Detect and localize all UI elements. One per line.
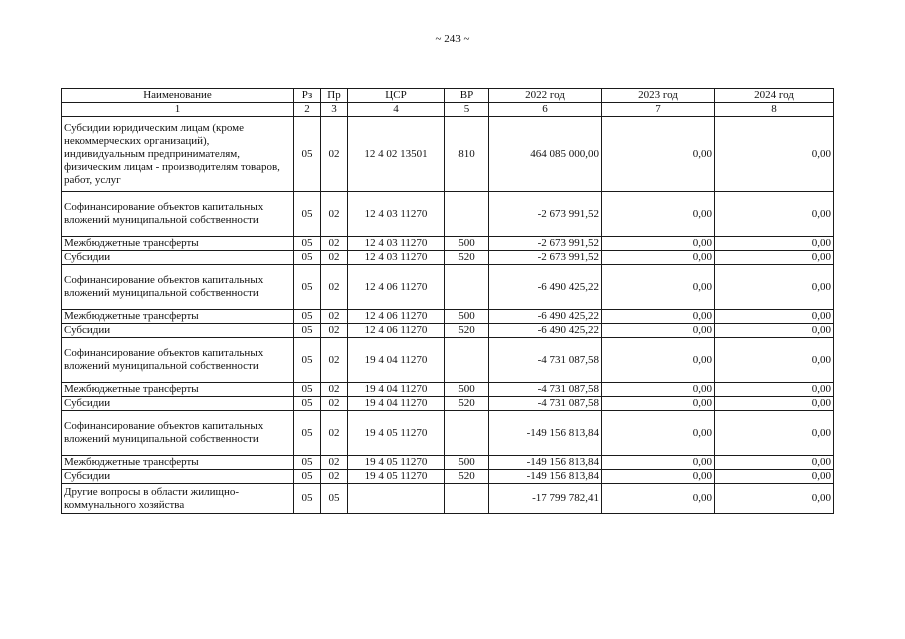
column-number-row (62, 103, 834, 117)
row-csr: 19 4 04 11270 (348, 338, 445, 383)
row-2023: 0,00 (602, 192, 715, 237)
row-2023: 0,00 (602, 265, 715, 310)
row-rz: 05 (294, 251, 321, 265)
row-pr: 02 (321, 411, 348, 456)
table-row (62, 265, 834, 310)
row-pr: 02 (321, 338, 348, 383)
table-row (62, 383, 834, 397)
page-number: ~ 243 ~ (435, 33, 470, 45)
col-header-csr: ЦСР (348, 89, 445, 103)
row-vr: 500 (445, 310, 489, 324)
table-row (62, 411, 834, 456)
row-csr: 12 4 02 13501 (348, 117, 445, 192)
row-pr: 02 (321, 117, 348, 192)
table-row (62, 251, 834, 265)
row-rz: 05 (294, 117, 321, 192)
row-2024: 0,00 (715, 265, 834, 310)
row-name: Другие вопросы в области жилищно-коммунального хозяйства (62, 484, 294, 514)
row-2022: -6 490 425,22 (489, 324, 602, 338)
header-row (62, 89, 834, 103)
row-2022: -2 673 991,52 (489, 251, 602, 265)
row-vr: 500 (445, 383, 489, 397)
row-rz: 05 (294, 192, 321, 237)
col-number: 1 (62, 103, 294, 117)
row-2022: -149 156 813,84 (489, 411, 602, 456)
row-csr: 12 4 03 11270 (348, 192, 445, 237)
row-rz: 05 (294, 383, 321, 397)
row-pr: 02 (321, 397, 348, 411)
row-csr: 12 4 06 11270 (348, 310, 445, 324)
row-2024: 0,00 (715, 338, 834, 383)
row-2024: 0,00 (715, 411, 834, 456)
col-header-name: Наименование (62, 89, 294, 103)
row-pr: 02 (321, 383, 348, 397)
row-pr: 02 (321, 324, 348, 338)
col-number: 6 (489, 103, 602, 117)
row-vr (445, 265, 489, 310)
row-csr: 19 4 05 11270 (348, 470, 445, 484)
row-2022: -4 731 087,58 (489, 338, 602, 383)
budget-table (61, 88, 834, 514)
row-rz: 05 (294, 470, 321, 484)
row-pr: 02 (321, 456, 348, 470)
row-csr: 12 4 03 11270 (348, 251, 445, 265)
row-pr: 02 (321, 251, 348, 265)
row-name: Субсидии (62, 470, 294, 484)
row-2024: 0,00 (715, 383, 834, 397)
col-header-2022: 2022 год (489, 89, 602, 103)
row-pr: 02 (321, 310, 348, 324)
row-2023: 0,00 (602, 470, 715, 484)
row-2024: 0,00 (715, 310, 834, 324)
row-2023: 0,00 (602, 397, 715, 411)
table-row (62, 338, 834, 383)
row-vr: 520 (445, 470, 489, 484)
row-rz: 05 (294, 265, 321, 310)
row-vr: 520 (445, 324, 489, 338)
col-number: 4 (348, 103, 445, 117)
row-2023: 0,00 (602, 411, 715, 456)
row-name: Субсидии юридическим лицам (кроме некоммерческих организаций), индивидуальным предпринимателям, физическим лицам - производителям товаров, работ, услуг (62, 117, 294, 192)
row-2022: -6 490 425,22 (489, 265, 602, 310)
row-2023: 0,00 (602, 117, 715, 192)
row-pr: 05 (321, 484, 348, 514)
row-name: Субсидии (62, 397, 294, 411)
row-pr: 02 (321, 237, 348, 251)
row-2022: -149 156 813,84 (489, 456, 602, 470)
row-rz: 05 (294, 456, 321, 470)
row-2023: 0,00 (602, 310, 715, 324)
row-csr: 19 4 05 11270 (348, 411, 445, 456)
table-row (62, 117, 834, 192)
row-name: Софинансирование объектов капитальных вложений муниципальной собственности (62, 265, 294, 310)
table-row (62, 310, 834, 324)
row-2023: 0,00 (602, 383, 715, 397)
row-vr: 500 (445, 456, 489, 470)
table-row (62, 192, 834, 237)
row-vr: 810 (445, 117, 489, 192)
row-2024: 0,00 (715, 470, 834, 484)
row-2024: 0,00 (715, 192, 834, 237)
table-row (62, 237, 834, 251)
row-vr (445, 411, 489, 456)
row-2024: 0,00 (715, 484, 834, 514)
table-row (62, 324, 834, 338)
row-name: Софинансирование объектов капитальных вложений муниципальной собственности (62, 411, 294, 456)
row-pr: 02 (321, 192, 348, 237)
row-csr (348, 484, 445, 514)
row-2024: 0,00 (715, 251, 834, 265)
row-2022: -2 673 991,52 (489, 237, 602, 251)
row-2024: 0,00 (715, 397, 834, 411)
row-name: Субсидии (62, 324, 294, 338)
row-csr: 12 4 03 11270 (348, 237, 445, 251)
row-rz: 05 (294, 411, 321, 456)
col-number: 3 (321, 103, 348, 117)
row-rz: 05 (294, 338, 321, 383)
row-name: Межбюджетные трансферты (62, 383, 294, 397)
row-2024: 0,00 (715, 324, 834, 338)
row-2023: 0,00 (602, 484, 715, 514)
col-header-2024: 2024 год (715, 89, 834, 103)
col-number: 5 (445, 103, 489, 117)
row-csr: 19 4 04 11270 (348, 397, 445, 411)
table-row (62, 484, 834, 514)
col-number: 2 (294, 103, 321, 117)
row-pr: 02 (321, 265, 348, 310)
row-2023: 0,00 (602, 251, 715, 265)
row-vr (445, 338, 489, 383)
row-2023: 0,00 (602, 338, 715, 383)
row-2022: 464 085 000,00 (489, 117, 602, 192)
row-2022: -6 490 425,22 (489, 310, 602, 324)
row-name: Межбюджетные трансферты (62, 456, 294, 470)
row-vr: 520 (445, 397, 489, 411)
row-2024: 0,00 (715, 237, 834, 251)
col-number: 8 (715, 103, 834, 117)
row-csr: 19 4 04 11270 (348, 383, 445, 397)
row-2024: 0,00 (715, 117, 834, 192)
row-vr (445, 484, 489, 514)
row-name: Межбюджетные трансферты (62, 237, 294, 251)
row-rz: 05 (294, 484, 321, 514)
row-2022: -2 673 991,52 (489, 192, 602, 237)
col-number: 7 (602, 103, 715, 117)
row-2024: 0,00 (715, 456, 834, 470)
row-csr: 19 4 05 11270 (348, 456, 445, 470)
row-vr: 500 (445, 237, 489, 251)
row-csr: 12 4 06 11270 (348, 265, 445, 310)
row-2022: -4 731 087,58 (489, 397, 602, 411)
row-rz: 05 (294, 310, 321, 324)
row-2023: 0,00 (602, 324, 715, 338)
row-name: Софинансирование объектов капитальных вложений муниципальной собственности (62, 338, 294, 383)
row-2022: -17 799 782,41 (489, 484, 602, 514)
row-vr: 520 (445, 251, 489, 265)
row-2022: -4 731 087,58 (489, 383, 602, 397)
row-name: Субсидии (62, 251, 294, 265)
row-2023: 0,00 (602, 237, 715, 251)
table-row (62, 397, 834, 411)
col-header-2023: 2023 год (602, 89, 715, 103)
row-csr: 12 4 06 11270 (348, 324, 445, 338)
col-header-vr: ВР (445, 89, 489, 103)
row-vr (445, 192, 489, 237)
row-2022: -149 156 813,84 (489, 470, 602, 484)
table-row (62, 470, 834, 484)
row-rz: 05 (294, 324, 321, 338)
row-rz: 05 (294, 397, 321, 411)
row-name: Межбюджетные трансферты (62, 310, 294, 324)
row-pr: 02 (321, 470, 348, 484)
row-name: Софинансирование объектов капитальных вложений муниципальной собственности (62, 192, 294, 237)
col-header-rz: Рз (294, 89, 321, 103)
row-2023: 0,00 (602, 456, 715, 470)
table-row (62, 456, 834, 470)
col-header-pr: Пр (321, 89, 348, 103)
row-rz: 05 (294, 237, 321, 251)
